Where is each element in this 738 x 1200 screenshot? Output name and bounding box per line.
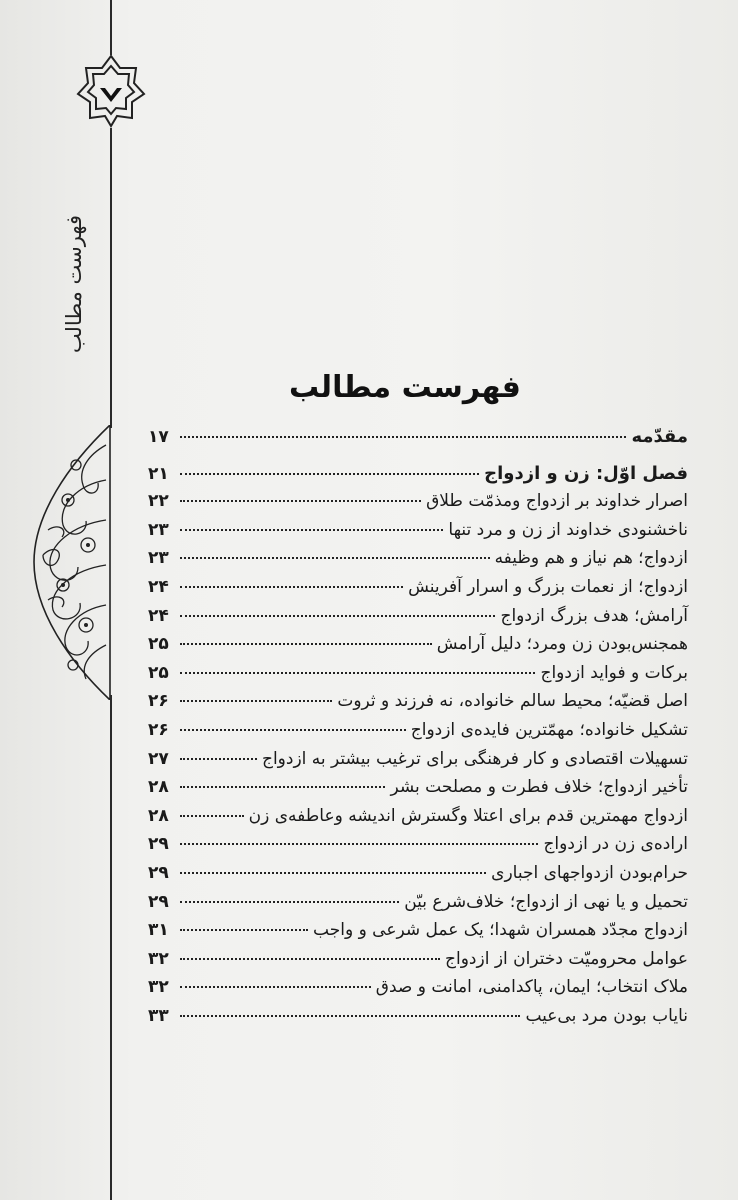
dot-leader — [180, 557, 490, 559]
toc-entry[interactable] — [148, 806, 688, 835]
toc-entry-page: ۲۴ — [148, 605, 169, 626]
dot-leader — [180, 672, 535, 674]
toc-entry-page: ۲۲ — [148, 491, 169, 512]
dot-leader — [180, 786, 385, 788]
toc-entry[interactable] — [148, 920, 688, 949]
toc-entry-title: برکات و فواید ازدواج — [540, 662, 688, 683]
toc-entry-page: ۲۹ — [148, 862, 169, 883]
dot-leader — [180, 729, 406, 731]
toc-entry-title: ازدواج مهمترین قدم برای اعتلا وگسترش اندیشه وعاطفه‌ی زن — [248, 805, 688, 826]
toc-entry-title: نایاب بودن مرد بی‌عیب — [525, 1005, 688, 1026]
toc-entry-title: اصل قضیّه؛ محیط سالم خانواده، نه فرزند و ثروت — [337, 691, 688, 712]
dot-leader — [180, 586, 403, 588]
dot-leader — [180, 872, 486, 874]
dot-leader — [180, 815, 244, 817]
toc-entry[interactable] — [148, 491, 688, 520]
toc-entry[interactable] — [148, 749, 688, 778]
dot-leader — [180, 500, 421, 502]
floral-arabesque-ornament — [28, 425, 138, 700]
toc-entry[interactable] — [148, 577, 688, 606]
toc-entry-page: ۲۵ — [148, 634, 169, 655]
toc-entry-title: تسهیلات اقتصادی و کار فرهنگی برای ترغیب بیشتر به ازدواج — [261, 748, 688, 769]
dot-leader — [180, 1015, 520, 1017]
star-rosette-ornament — [76, 52, 146, 128]
toc-entry-page: ۲۴ — [148, 576, 169, 597]
toc-entry[interactable] — [148, 834, 688, 863]
toc-entry-title: مقدّمه — [631, 426, 688, 447]
toc-entry-title: اصرار خداوند بر ازدواج ومذمّت طلاق — [426, 491, 688, 512]
toc-entry-page: ۲۶ — [148, 719, 169, 740]
dot-leader — [180, 643, 432, 645]
toc-entry-page: ۳۲ — [148, 977, 169, 998]
toc-entry-page: ۳۳ — [148, 1005, 169, 1026]
toc-entry[interactable] — [148, 892, 688, 921]
dot-leader — [180, 615, 495, 617]
toc-entry[interactable] — [148, 949, 688, 978]
running-header: فهرست مطالب — [62, 215, 86, 354]
toc-entry-page: ۲۸ — [148, 805, 169, 826]
toc-entry-title: فصل اوّل: زن و ازدواج — [484, 462, 688, 484]
toc-entry-page: ۲۷ — [148, 748, 169, 769]
toc-entry-page: ۲۵ — [148, 662, 169, 683]
toc-entry-title: اراده‌ی زن در ازدواج — [543, 834, 688, 855]
toc-entry-page: ۲۳ — [148, 519, 169, 540]
dot-leader — [180, 986, 371, 988]
toc-entry[interactable] — [148, 548, 688, 577]
toc-entry-title: ازدواج؛ از نعمات بزرگ و اسرار آفرینش — [408, 576, 688, 597]
toc-entry[interactable] — [148, 463, 688, 492]
dot-leader — [180, 929, 308, 931]
toc-entry-title: تأخیر ازدواج؛ خلاف فطرت و مصلحت بشر — [390, 777, 688, 798]
toc-entry-page: ۱۷ — [148, 427, 169, 447]
toc-entry-title: ناخشنودی خداوند از زن و مرد تنها — [448, 519, 688, 540]
toc-entry-page: ۲۸ — [148, 777, 169, 798]
toc-entry[interactable] — [148, 634, 688, 663]
margin-rule — [110, 0, 112, 55]
toc-entry-page: ۲۳ — [148, 548, 169, 569]
toc-entry-title: عوامل محرومیّت دختران از ازدواج — [445, 948, 688, 969]
toc-entry[interactable] — [148, 520, 688, 549]
toc-entry-title: ازدواج مجدّد همسران شهدا؛ یک عمل شرعی و واجب — [313, 920, 688, 941]
toc-entry-page: ۲۹ — [148, 834, 169, 855]
toc-entry[interactable] — [148, 426, 688, 455]
toc-entry-page: ۲۹ — [148, 891, 169, 912]
toc-entry-page: ۲۶ — [148, 691, 169, 712]
toc-entry-title: تشکیل خانواده؛ مهمّترین فایده‌ی ازدواج — [410, 719, 688, 740]
margin-rule — [110, 128, 112, 428]
table-of-contents — [148, 426, 688, 1034]
toc-entry[interactable] — [148, 720, 688, 749]
toc-entry-title: ازدواج؛ هم نیاز و هم وظیفه — [494, 548, 688, 569]
page-title: فهرست مطالب — [289, 370, 521, 405]
toc-entry[interactable] — [148, 606, 688, 635]
toc-entry-title: همجنس‌بودن زن ومرد؛ دلیل آرامش — [436, 634, 688, 655]
toc-entry-page: ۳۲ — [148, 948, 169, 969]
toc-entry[interactable] — [148, 863, 688, 892]
toc-entry[interactable] — [148, 691, 688, 720]
dot-leader — [180, 958, 440, 960]
toc-entry[interactable] — [148, 777, 688, 806]
dot-leader — [180, 529, 443, 531]
toc-entry[interactable] — [148, 663, 688, 692]
toc-entry-page: ۲۱ — [148, 463, 169, 484]
dot-leader — [180, 700, 332, 702]
margin-rule — [110, 695, 112, 1200]
toc-entry[interactable] — [148, 977, 688, 1006]
toc-entry-title: تحمیل و یا نهی از ازدواج؛ خلاف‌شرع بیّن — [404, 891, 688, 912]
toc-entry-title: حرام‌بودن ازدواجهای اجباری — [491, 862, 688, 883]
toc-entry-page: ۳۱ — [148, 920, 169, 941]
dot-leader — [180, 901, 399, 903]
dot-leader — [180, 436, 626, 438]
toc-entry-title: ملاک انتخاب؛ ایمان، پاکدامنی، امانت و صدق — [375, 977, 688, 998]
dot-leader — [180, 843, 538, 845]
dot-leader — [180, 758, 257, 760]
toc-entry[interactable] — [148, 1006, 688, 1035]
dot-leader — [180, 473, 479, 475]
toc-entry-title: آرامش؛ هدف بزرگ ازدواج — [500, 605, 688, 626]
